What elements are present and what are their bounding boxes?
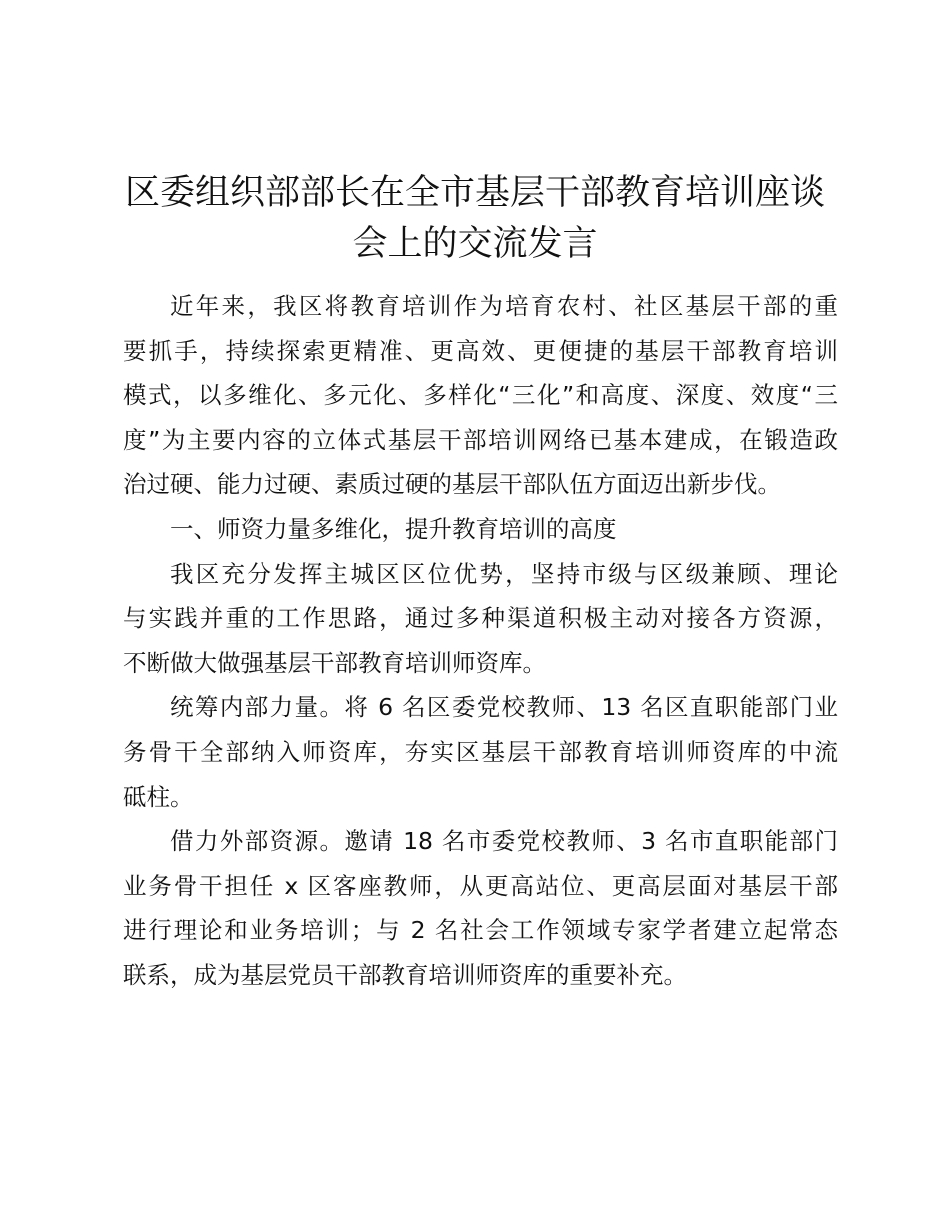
body-line: 统筹内部力量。将 6 名区委党校教师、13 名区直职能部门业 bbox=[170, 693, 838, 722]
body-line: 借力外部资源。邀请 18 名市委党校教师、3 名市直职能部门 bbox=[170, 827, 838, 856]
title-line-2: 会上的交流发言 bbox=[352, 224, 598, 264]
title-line-1: 区委组织部部长在全市基层干部教育培训座谈 bbox=[124, 173, 825, 213]
document-title bbox=[110, 168, 840, 270]
body-line: 近年来，我区将教育培训作为培育农村、社区基层干部的重 bbox=[170, 292, 838, 320]
body-line: 模式，以多维化、多元化、多样化“三化”和高度、深度、效度“三 bbox=[123, 381, 838, 410]
body-line: 治过硬、能力过硬、素质过硬的基层干部队伍方面迈出新步伐。 bbox=[123, 470, 781, 499]
body-line: 要抓手，持续探索更精准、更高效、更便捷的基层干部教育培训 bbox=[123, 336, 838, 365]
body-line: 度”为主要内容的立体式基层干部培训网络已基本建成，在锻造政 bbox=[123, 425, 838, 454]
body-line: 业务骨干担任 x 区客座教师，从更高站位、更高层面对基层干部 bbox=[123, 871, 838, 900]
body-line: 我区充分发挥主城区区位优势，坚持市级与区级兼顾、理论 bbox=[170, 559, 838, 588]
body-line: 砥柱。 bbox=[123, 782, 194, 811]
section-heading: 一、师资力量多维化，提升教育培训的高度 bbox=[170, 514, 617, 543]
body-line: 联系，成为基层党员干部教育培训师资库的重要补充。 bbox=[123, 960, 687, 989]
body-line: 与实践并重的工作思路，通过多种渠道积极主动对接各方资源， bbox=[123, 604, 838, 633]
body-line: 不断做大做强基层干部教育培训师资库。 bbox=[123, 648, 546, 677]
body-line: 进行理论和业务培训；与 2 名社会工作领域专家学者建立起常态 bbox=[123, 916, 838, 945]
body-line: 务骨干全部纳入师资库，夯实区基层干部教育培训师资库的中流 bbox=[123, 737, 838, 766]
document-body bbox=[123, 284, 838, 998]
